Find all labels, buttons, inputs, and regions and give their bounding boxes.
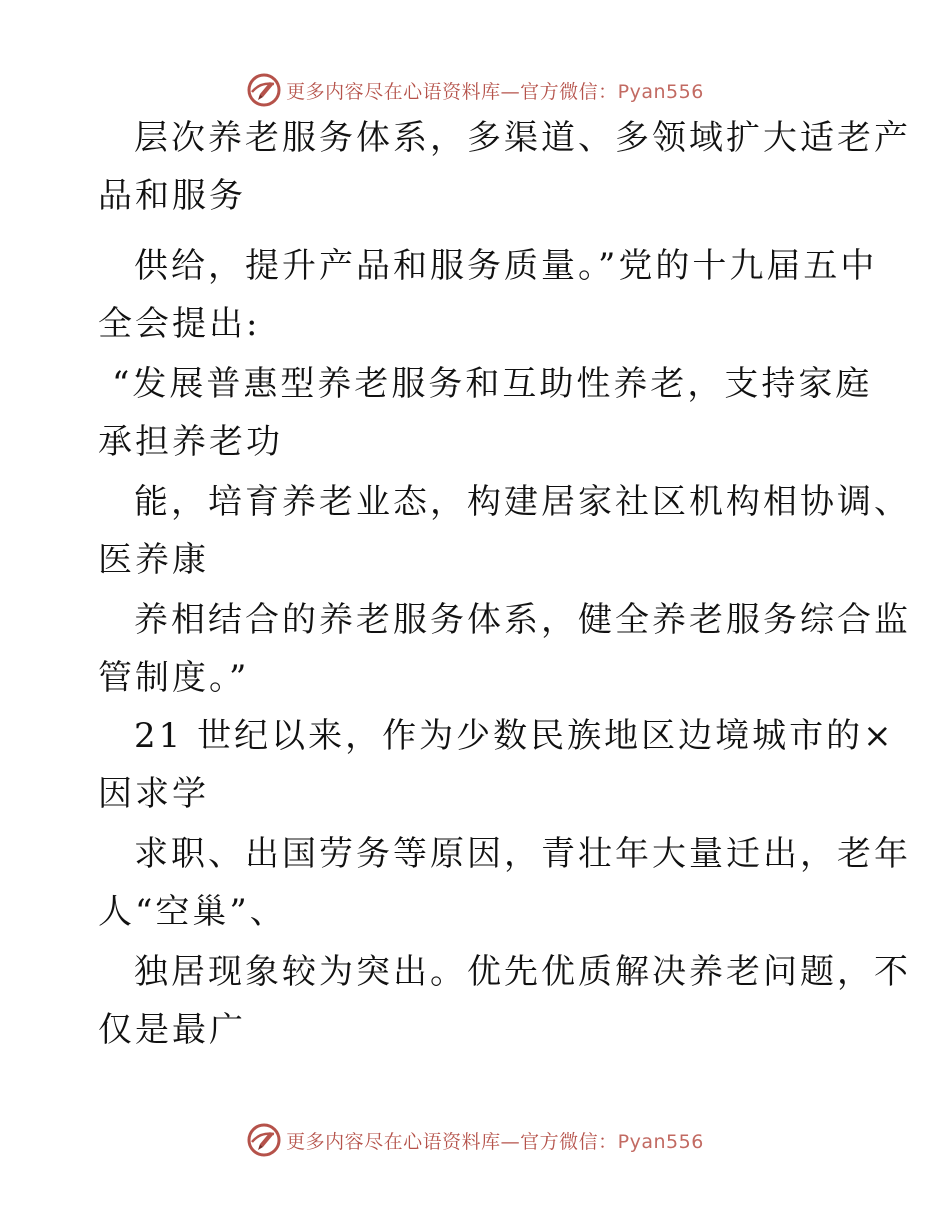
text-line: 21 世纪以来，作为少数民族地区边境城市的× xyxy=(134,716,895,756)
text-line: 因求学 xyxy=(98,774,209,814)
footer-watermark xyxy=(0,1120,950,1160)
text-line: 医养康 xyxy=(98,540,209,580)
header-watermark xyxy=(0,70,950,110)
watermark-text: 更多内容尽在心语资料库—官方微信：Pyan556 xyxy=(286,1130,704,1153)
text-line: 仅是最广 xyxy=(98,1010,246,1050)
watermark-text: 更多内容尽在心语资料库—官方微信：Pyan556 xyxy=(286,80,704,103)
text-line: 全会提出: xyxy=(98,304,261,344)
text-line: 管制度。” xyxy=(98,658,250,698)
pen-logo-icon xyxy=(246,1122,282,1158)
text-line: “发展普惠型养老服务和互助性养老，支持家庭 xyxy=(112,364,873,404)
text-line: 品和服务 xyxy=(98,176,246,216)
text-line: 人“空巢”、 xyxy=(98,892,287,932)
pen-logo-icon xyxy=(246,72,282,108)
text-line: 求职、出国劳务等原因，青壮年大量迁出，老年 xyxy=(134,834,911,874)
text-line: 层次养老服务体系，多渠道、多领域扩大适老产 xyxy=(134,118,911,158)
text-line: 独居现象较为突出。优先优质解决养老问题，不 xyxy=(134,952,911,992)
text-line: 养相结合的养老服务体系，健全养老服务综合监 xyxy=(134,600,911,640)
text-line: 承担养老功 xyxy=(98,422,283,462)
text-line: 供给，提升产品和服务质量。”党的十九届五中 xyxy=(134,246,878,286)
text-line: 能，培育养老业态，构建居家社区机构相协调、 xyxy=(134,482,911,522)
